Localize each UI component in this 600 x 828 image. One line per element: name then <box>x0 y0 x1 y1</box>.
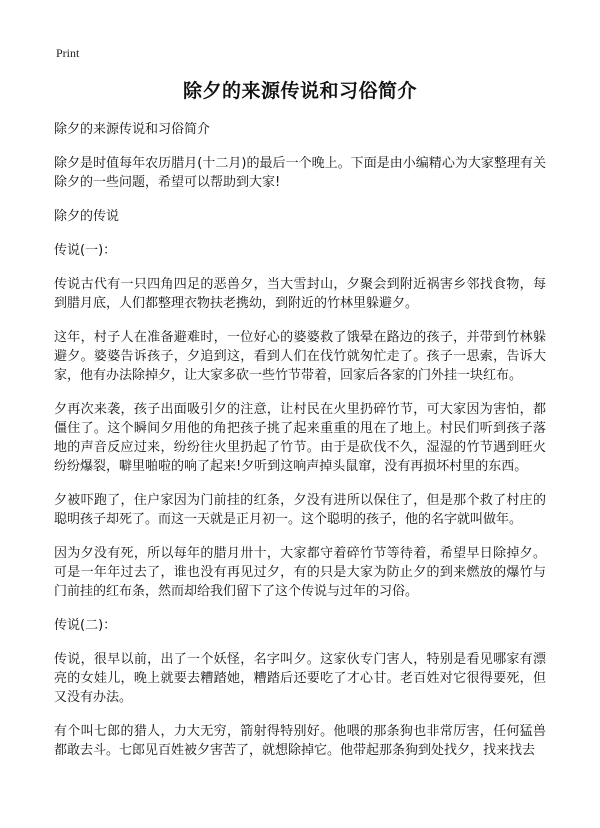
paragraph: 有个叫七郎的猎人，力大无穷，箭射得特别好。他喂的那条狗也非常厉害，任何猛兽都敢去斗。七郎见百姓被夕害苦了，就想除掉它。他带起那条狗到处找夕，找来找去 <box>54 724 546 758</box>
section-heading-legends: 除夕的传说 <box>54 209 120 224</box>
paragraph: 夕再次来袭，孩子出面吸引夕的注意，让村民在火里扔碎竹节，可大家因为害怕，都僵住了。这个瞬间夕用他的角把孩子挑了起来重重的甩在了地上。村民们听到孩子落地的声音反应过来，纷纷往火里扔起了竹节。由于是砍伐不久，湿湿的竹节遇到旺火纷纷爆裂，噼里啪啦的响了起来!夕听到这响声掉头鼠窜，没有再损坏村里的东西。 <box>54 402 546 474</box>
page-title: 除夕的来源传说和习俗简介 <box>182 80 417 102</box>
paragraph: 夕被吓跑了，住户家因为门前挂的红条，夕没有进所以保住了，但是那个救了村庄的聪明孩子却死了。而这一天就是正月初一。这个聪明的孩子，他的名字就叫做年。 <box>54 493 546 527</box>
paragraph: 因为夕没有死，所以每年的腊月卅十，大家都守着碎竹节等待着，希望早日除掉夕。可是一年年过去了，谁也没有再见过夕，有的只是大家为防止夕的到来燃放的爆竹与门前挂的红布条，然而却给我们留下了这个传说与过年的习俗。 <box>54 546 546 599</box>
paragraph: 传说，很早以前，出了一个妖怪，名字叫夕。这家伙专门害人，特别是看见哪家有漂亮的女娃儿，晚上就要去糟踏她，糟踏后还要吃了才心甘。老百姓对它很得要死，但又没有办法。 <box>54 652 546 705</box>
section-heading-legend-one: 传说(一)： <box>54 243 117 258</box>
paragraph-subtitle: 除夕的来源传说和习俗简介 <box>54 122 211 137</box>
section-heading-legend-two: 传说(二)： <box>54 618 117 633</box>
paragraph: 传说古代有一只四角四足的恶兽夕，当大雪封山，夕聚会到附近祸害乡邻找食物，每到腊月底，人们都整理衣物扶老携幼，到附近的竹林里躲避夕。 <box>54 277 546 311</box>
paragraph: 这年，村子人在准备避难时，一位好心的婆婆救了饿晕在路边的孩子，并带到竹林躲避夕。婆婆告诉孩子，夕追到这，看到人们在伐竹就匆忙走了。孩子一思索，告诉大家，他有办法除掉夕，让大家多砍一些竹节带着，回家后各家的门外挂一块红布。 <box>54 330 546 383</box>
article-body <box>54 120 546 760</box>
paragraph-intro: 除夕是时值每年农历腊月(十二月)的最后一个晚上。下面是由小编精心为大家整理有关除夕的一些问题，希望可以帮助到大家! <box>54 156 546 190</box>
print-link[interactable]: Print <box>56 46 80 60</box>
